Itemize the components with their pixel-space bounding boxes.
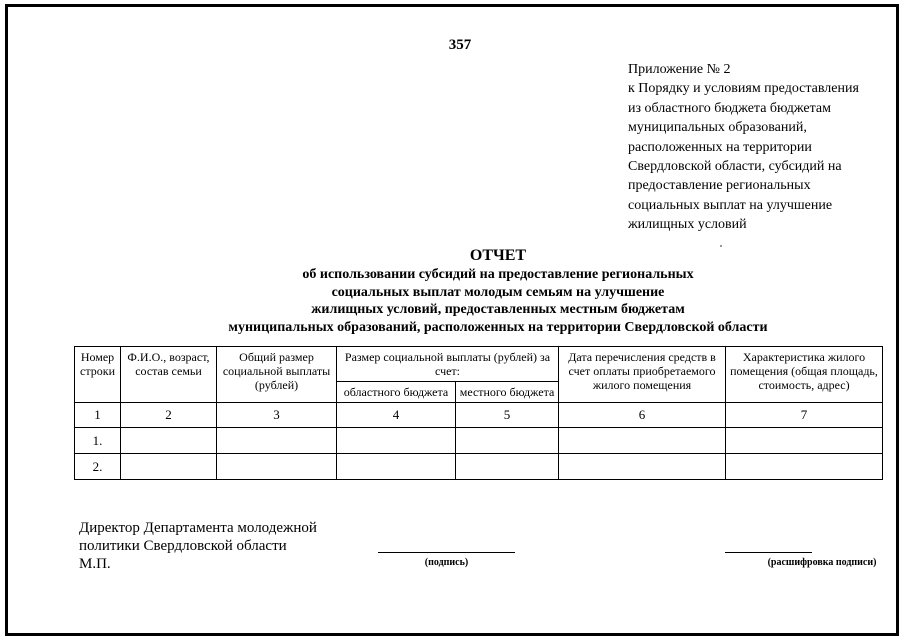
header-fio: Ф.И.О., возраст, состав семьи	[121, 347, 217, 403]
table-cell	[337, 428, 456, 454]
table-cell	[456, 454, 559, 480]
table-cell	[456, 428, 559, 454]
name-decode-line	[725, 552, 812, 553]
table-cell	[217, 428, 337, 454]
report-title-block	[150, 246, 846, 336]
header-transfer-date: Дата перечисления средств в счет оплаты приобретаемого жилого помещения	[559, 347, 726, 403]
appendix-line: расположенных на территории	[628, 139, 812, 155]
row-number: 2.	[75, 454, 121, 480]
report-subtitle-line: жилищных условий, предоставленных местным бюджетам	[311, 302, 685, 317]
header-row	[75, 347, 883, 382]
column-number: 4	[337, 403, 456, 428]
column-number: 6	[559, 403, 726, 428]
page-number: 357	[448, 37, 472, 53]
table-cell	[559, 454, 726, 480]
table-cell	[217, 454, 337, 480]
report-subtitle-line: об использовании субсидий на предоставление региональных	[302, 267, 694, 282]
header-regional-budget: областного бюджета	[337, 382, 456, 403]
signature-caption: (подпись)	[424, 557, 469, 568]
table-row	[75, 454, 883, 480]
report-table	[74, 346, 883, 480]
appendix-line: жилищных условий	[628, 217, 747, 233]
report-subtitle-line: муниципальных образований, расположенных на территории Свердловской области	[228, 319, 768, 335]
table-cell	[559, 428, 726, 454]
appendix-line: социальных выплат на улучшение	[628, 197, 833, 213]
appendix-line: из областного бюджета бюджетам	[628, 100, 831, 116]
appendix-note	[628, 60, 890, 235]
appendix-line: к Порядку и условиям предоставления	[628, 81, 859, 97]
column-number: 3	[217, 403, 337, 428]
report-title: ОТЧЕТ	[469, 247, 527, 264]
appendix-line: муниципальных образований,	[628, 120, 807, 136]
column-number: 7	[726, 403, 883, 428]
name-decode-caption: (расшифровка подписи)	[767, 557, 877, 568]
stamp-label: М.П.	[79, 556, 111, 572]
appendix-line: Приложение № 2	[628, 62, 731, 77]
column-number: 1	[75, 403, 121, 428]
signatory-line: Директор Департамента молодежной	[79, 520, 317, 536]
table-row	[75, 428, 883, 454]
signature-block	[79, 519, 317, 573]
header-payment-size: Размер социальной выплаты (рублей) за счет:	[337, 347, 559, 382]
header-housing: Характеристика жилого помещения (общая площадь, стоимость, адрес)	[726, 347, 883, 403]
table-cell	[121, 454, 217, 480]
header-total: Общий размер социальной выплаты (рублей)	[217, 347, 337, 403]
header-row-number: Номер строки	[75, 347, 121, 403]
signatory-line: политики Свердловской области	[79, 538, 287, 554]
row-number: 1.	[75, 428, 121, 454]
table-cell	[121, 428, 217, 454]
column-number: 2	[121, 403, 217, 428]
report-subtitle-line: социальных выплат молодым семьям на улучшение	[331, 284, 665, 300]
column-number: 5	[456, 403, 559, 428]
table-cell	[726, 428, 883, 454]
table-cell	[337, 454, 456, 480]
signature-line	[378, 552, 515, 553]
appendix-line: предоставление региональных	[628, 178, 811, 194]
table-cell	[726, 454, 883, 480]
column-number-row	[75, 403, 883, 428]
appendix-line: Свердловской области, субсидий на	[628, 159, 842, 175]
header-local-budget: местного бюджета	[456, 382, 559, 403]
